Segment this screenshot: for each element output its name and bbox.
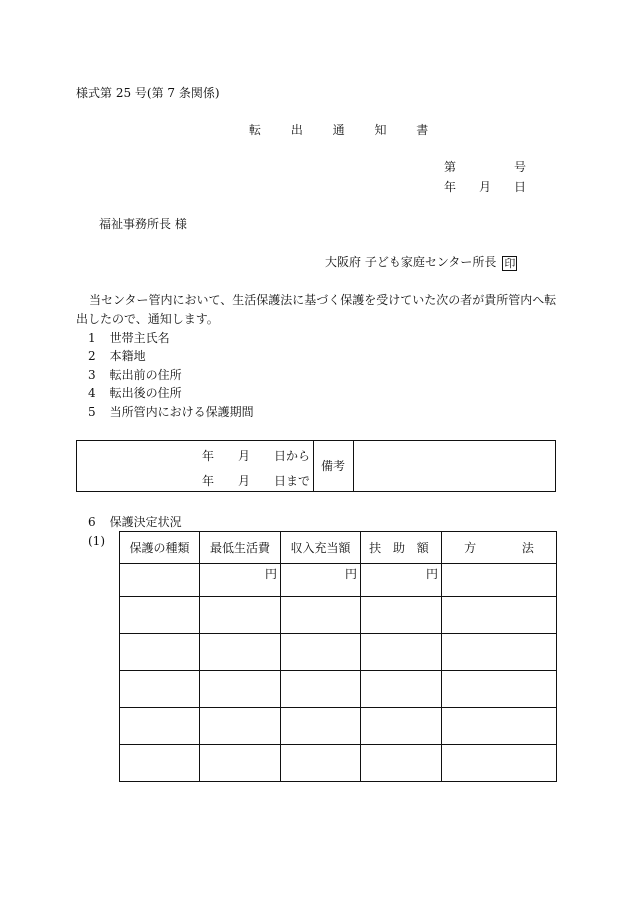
table-cell <box>200 564 281 597</box>
period-from-year: 年 <box>202 449 215 463</box>
table-cell <box>281 564 361 597</box>
item-number: 3 <box>88 368 96 382</box>
body-line-2: 出したので、通知します。 <box>76 312 219 326</box>
status-heading <box>88 516 182 528</box>
period-to-suffix: 日まで <box>274 474 311 488</box>
table-cell <box>120 564 200 597</box>
table-row <box>120 634 557 671</box>
table-cell <box>281 708 361 745</box>
table-cell <box>442 708 557 745</box>
table-cell <box>120 745 200 782</box>
table-cell <box>120 708 200 745</box>
table-row <box>120 597 557 634</box>
remarks-label: 備考 <box>321 459 346 473</box>
period-from-month: 月 <box>238 449 251 463</box>
date-month: 月 <box>479 180 492 194</box>
table-row <box>120 745 557 782</box>
table-divider <box>313 441 314 491</box>
table-cell <box>361 708 442 745</box>
yen-unit: 円 <box>264 567 277 581</box>
seal-stamp: 印 <box>504 257 516 270</box>
table-cell <box>200 745 281 782</box>
table-cell <box>200 708 281 745</box>
item-text: 世帯主氏名 <box>109 331 170 345</box>
column-header: 扶 助 額 <box>361 532 442 564</box>
list-item <box>88 369 182 381</box>
table-cell <box>200 671 281 708</box>
table-cell <box>361 564 442 597</box>
item-number: 5 <box>88 405 96 419</box>
body-line-1: 当センター管内において、生活保護法に基づく保護を受けていた次の者が貴所管内へ転 <box>89 293 557 307</box>
table-cell <box>442 671 557 708</box>
column-header: 方 法 <box>442 532 557 564</box>
item-text: 当所管内における保護期間 <box>109 405 254 419</box>
document-title: 転 出 通 知 書 <box>249 123 442 137</box>
table-cell <box>200 634 281 671</box>
yen-unit: 円 <box>344 567 357 581</box>
date-day: 日 <box>514 180 527 194</box>
table-cell <box>361 634 442 671</box>
column-header: 収入充当額 <box>281 532 361 564</box>
item-text: 本籍地 <box>109 349 146 363</box>
table-cell <box>281 745 361 782</box>
table-cell <box>120 597 200 634</box>
table-cell <box>120 671 200 708</box>
form-number: 様式第 25 号(第 7 条関係) <box>76 86 220 100</box>
table-cell <box>200 597 281 634</box>
table-cell <box>442 597 557 634</box>
doc-number-prefix: 第 <box>444 160 457 174</box>
column-header: 最低生活費 <box>200 532 281 564</box>
table-cell <box>281 597 361 634</box>
table-cell <box>361 597 442 634</box>
list-item <box>88 406 254 418</box>
item-text: 転出前の住所 <box>109 368 182 382</box>
sender-name: 大阪府 子ども家庭センター所長 <box>325 255 497 269</box>
list-item <box>88 332 170 344</box>
table-cell <box>442 564 557 597</box>
period-to-month: 月 <box>238 474 251 488</box>
table-row <box>120 564 557 597</box>
protection-period-table <box>76 440 556 492</box>
table-cell <box>361 671 442 708</box>
table-divider <box>353 441 354 491</box>
item-number: 4 <box>88 386 96 400</box>
addressee: 福祉事務所長 様 <box>99 217 187 231</box>
protection-status-table <box>119 531 557 782</box>
table-cell <box>120 634 200 671</box>
table-cell <box>361 745 442 782</box>
list-item <box>88 387 182 399</box>
table-cell <box>281 634 361 671</box>
item-number: 1 <box>88 331 96 345</box>
doc-number-suffix: 号 <box>514 160 527 174</box>
period-from-suffix: 日から <box>274 449 311 463</box>
status-heading-text: 保護決定状況 <box>109 515 182 529</box>
item-text: 転出後の住所 <box>109 386 182 400</box>
list-item <box>88 350 146 362</box>
status-sub-label: (1) <box>88 534 105 548</box>
table-row <box>120 671 557 708</box>
status-heading-number: 6 <box>88 515 96 529</box>
table-row <box>120 708 557 745</box>
table-cell <box>442 634 557 671</box>
item-number: 2 <box>88 349 96 363</box>
date-year: 年 <box>444 180 457 194</box>
table-cell <box>281 671 361 708</box>
column-header: 保護の種類 <box>120 532 200 564</box>
period-to-year: 年 <box>202 474 215 488</box>
table-cell <box>442 745 557 782</box>
sender <box>325 256 517 271</box>
yen-unit: 円 <box>425 567 438 581</box>
